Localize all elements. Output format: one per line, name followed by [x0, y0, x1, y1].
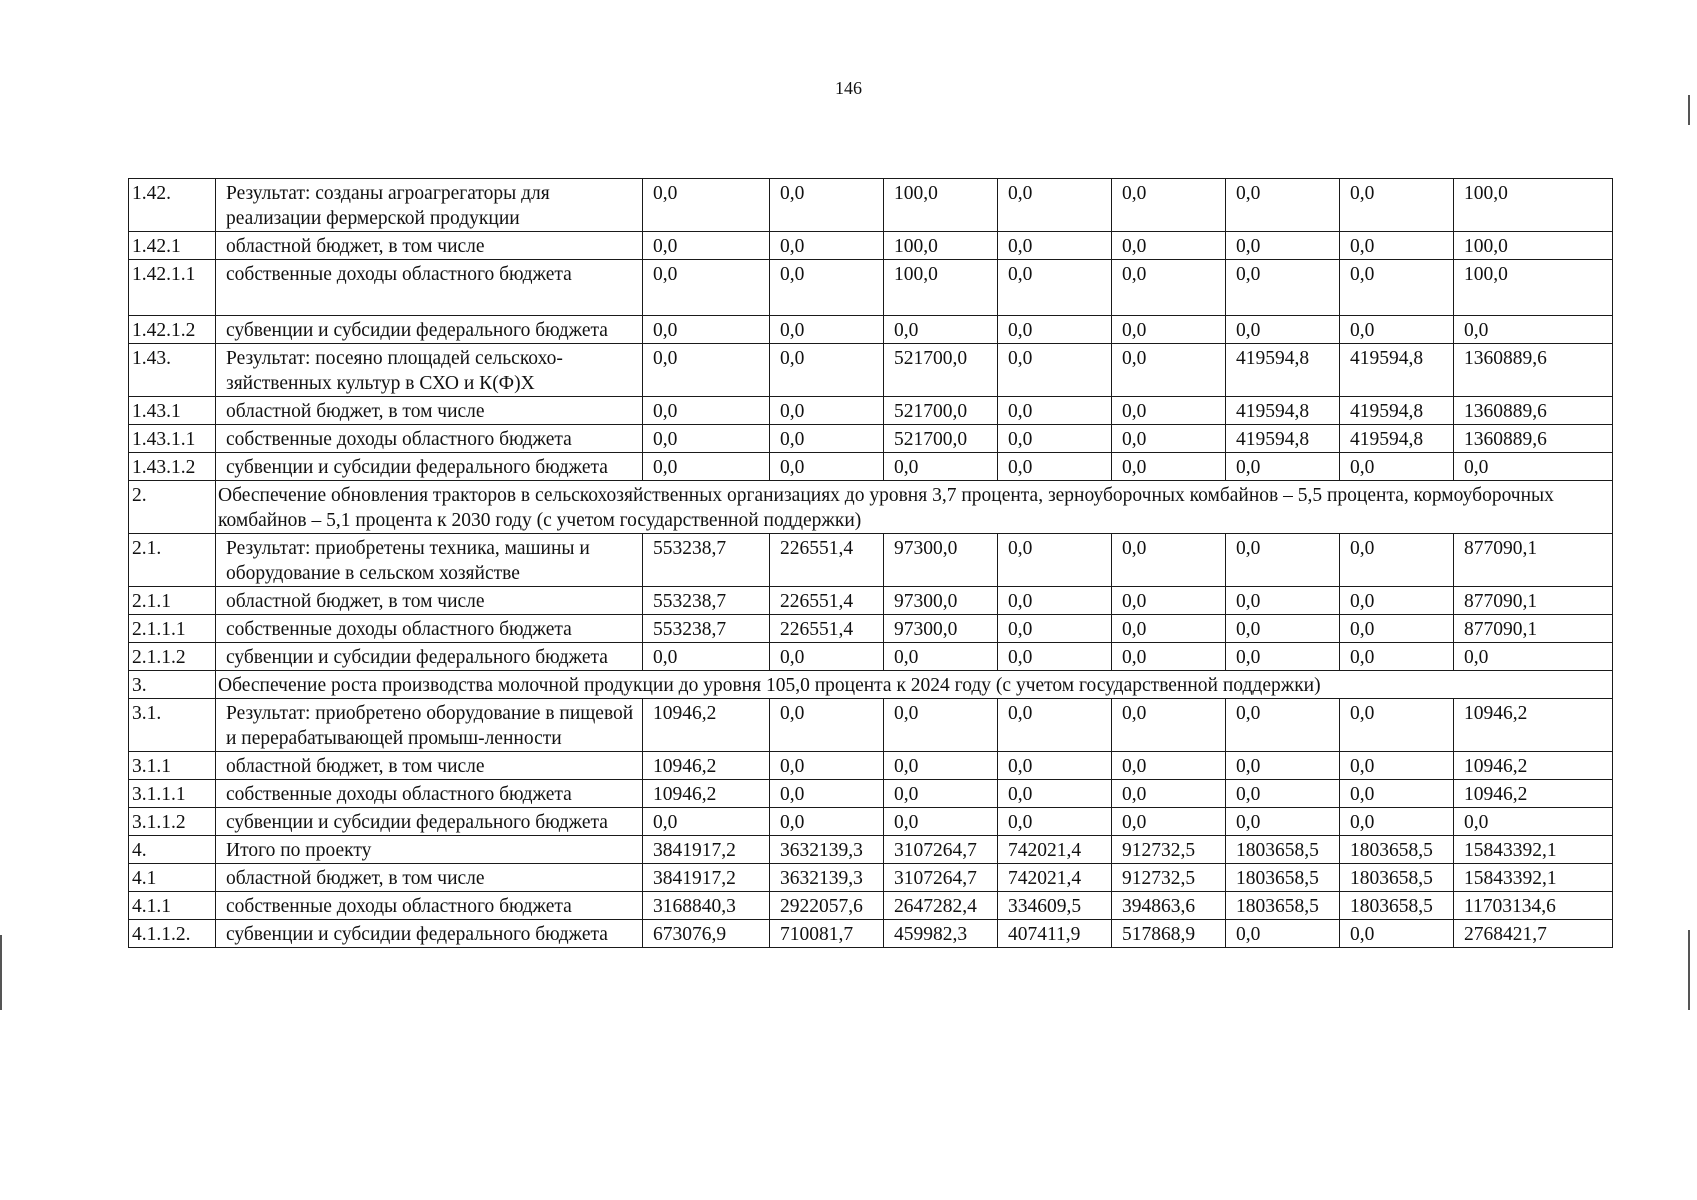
value-cell: 0,0	[884, 780, 998, 808]
value-cell: 912732,5	[1112, 864, 1226, 892]
value-cell: 877090,1	[1454, 534, 1613, 587]
value-cell: 0,0	[1112, 534, 1226, 587]
row-code: 4.1.1.2.	[129, 920, 216, 948]
value-cell: 100,0	[1454, 179, 1613, 232]
value-cell: 0,0	[1112, 587, 1226, 615]
value-cell: 1803658,5	[1340, 892, 1454, 920]
value-cell: 0,0	[1340, 920, 1454, 948]
value-cell: 3107264,7	[884, 864, 998, 892]
value-cell: 0,0	[1340, 316, 1454, 344]
value-cell: 0,0	[1226, 920, 1340, 948]
value-cell: 0,0	[998, 179, 1112, 232]
row-name: Итого по проекту	[216, 836, 643, 864]
value-cell: 710081,7	[770, 920, 884, 948]
section-row	[129, 481, 1613, 534]
row-code: 1.43.1.2	[129, 453, 216, 481]
value-cell: 419594,8	[1226, 397, 1340, 425]
table-row	[129, 836, 1613, 864]
value-cell: 10946,2	[1454, 699, 1613, 752]
value-cell: 2922057,6	[770, 892, 884, 920]
value-cell: 0,0	[884, 453, 998, 481]
table-row	[129, 179, 1613, 232]
table-row	[129, 864, 1613, 892]
table-row	[129, 344, 1613, 397]
value-cell: 10946,2	[1454, 780, 1613, 808]
value-cell: 97300,0	[884, 534, 998, 587]
row-name: областной бюджет, в том числе	[216, 864, 643, 892]
value-cell: 553238,7	[643, 615, 770, 643]
value-cell: 0,0	[998, 699, 1112, 752]
value-cell: 517868,9	[1112, 920, 1226, 948]
value-cell: 3632139,3	[770, 836, 884, 864]
value-cell: 15843392,1	[1454, 836, 1613, 864]
row-name: областной бюджет, в том числе	[216, 587, 643, 615]
value-cell: 0,0	[643, 808, 770, 836]
value-cell: 0,0	[998, 534, 1112, 587]
value-cell: 0,0	[1112, 808, 1226, 836]
row-name: собственные доходы областного бюджета	[216, 780, 643, 808]
budget-table	[128, 178, 1613, 948]
value-cell: 97300,0	[884, 615, 998, 643]
value-cell: 0,0	[884, 699, 998, 752]
value-cell: 100,0	[884, 232, 998, 260]
value-cell: 0,0	[643, 344, 770, 397]
value-cell: 0,0	[1226, 643, 1340, 671]
value-cell: 407411,9	[998, 920, 1112, 948]
value-cell: 0,0	[998, 453, 1112, 481]
value-cell: 394863,6	[1112, 892, 1226, 920]
value-cell: 419594,8	[1340, 344, 1454, 397]
table-row	[129, 534, 1613, 587]
value-cell: 0,0	[770, 425, 884, 453]
value-cell: 0,0	[1112, 260, 1226, 316]
row-code: 4.1	[129, 864, 216, 892]
row-code: 4.1.1	[129, 892, 216, 920]
row-code: 3.1.1.1	[129, 780, 216, 808]
value-cell: 0,0	[998, 643, 1112, 671]
value-cell: 0,0	[643, 316, 770, 344]
section-code: 2.	[129, 481, 216, 534]
scan-mark	[0, 935, 2, 1010]
value-cell: 226551,4	[770, 615, 884, 643]
value-cell: 100,0	[884, 260, 998, 316]
row-code: 2.1.1.2	[129, 643, 216, 671]
row-name: областной бюджет, в том числе	[216, 232, 643, 260]
row-name: Результат: приобретено оборудование в пищевой и перерабатывающей промыш-ленности	[216, 699, 643, 752]
row-name: субвенции и субсидии федерального бюджета	[216, 808, 643, 836]
value-cell: 11703134,6	[1454, 892, 1613, 920]
value-cell: 0,0	[1112, 453, 1226, 481]
value-cell: 742021,4	[998, 836, 1112, 864]
section-code: 3.	[129, 671, 216, 699]
value-cell: 97300,0	[884, 587, 998, 615]
page-number: 146	[835, 78, 862, 98]
table-row	[129, 587, 1613, 615]
value-cell: 521700,0	[884, 344, 998, 397]
value-cell: 0,0	[643, 397, 770, 425]
value-cell: 10946,2	[643, 780, 770, 808]
value-cell: 0,0	[770, 260, 884, 316]
value-cell: 673076,9	[643, 920, 770, 948]
value-cell: 742021,4	[998, 864, 1112, 892]
value-cell: 0,0	[998, 397, 1112, 425]
value-cell: 0,0	[643, 425, 770, 453]
value-cell: 0,0	[770, 780, 884, 808]
value-cell: 0,0	[1226, 752, 1340, 780]
value-cell: 553238,7	[643, 534, 770, 587]
row-name: субвенции и субсидии федерального бюджета	[216, 453, 643, 481]
value-cell: 0,0	[998, 232, 1112, 260]
value-cell: 0,0	[998, 752, 1112, 780]
row-code: 1.42.1.2	[129, 316, 216, 344]
value-cell: 3632139,3	[770, 864, 884, 892]
table-row	[129, 232, 1613, 260]
value-cell: 1360889,6	[1454, 344, 1613, 397]
value-cell: 1360889,6	[1454, 397, 1613, 425]
value-cell: 0,0	[1340, 587, 1454, 615]
value-cell: 0,0	[1340, 615, 1454, 643]
value-cell: 0,0	[1340, 232, 1454, 260]
value-cell: 3168840,3	[643, 892, 770, 920]
table-row	[129, 780, 1613, 808]
value-cell: 0,0	[770, 643, 884, 671]
value-cell: 3841917,2	[643, 836, 770, 864]
value-cell: 0,0	[770, 344, 884, 397]
value-cell: 2768421,7	[1454, 920, 1613, 948]
value-cell: 0,0	[884, 752, 998, 780]
value-cell: 10946,2	[1454, 752, 1613, 780]
value-cell: 1803658,5	[1226, 892, 1340, 920]
value-cell: 0,0	[770, 808, 884, 836]
value-cell: 0,0	[1112, 344, 1226, 397]
value-cell: 0,0	[1226, 232, 1340, 260]
value-cell: 0,0	[1340, 808, 1454, 836]
value-cell: 459982,3	[884, 920, 998, 948]
value-cell: 419594,8	[1226, 425, 1340, 453]
value-cell: 0,0	[884, 808, 998, 836]
section-title: Обеспечение роста производства молочной продукции до уровня 105,0 процента к 2024 году (с учетом государственной поддержки)	[216, 671, 1613, 699]
row-name: собственные доходы областного бюджета	[216, 260, 643, 316]
row-name: субвенции и субсидии федерального бюджета	[216, 920, 643, 948]
table-row	[129, 808, 1613, 836]
row-name: Результат: посеяно площадей сельскохо-зяйственных культур в СХО и К(Ф)Х	[216, 344, 643, 397]
value-cell: 0,0	[1226, 260, 1340, 316]
value-cell: 0,0	[1112, 643, 1226, 671]
value-cell: 15843392,1	[1454, 864, 1613, 892]
value-cell: 877090,1	[1454, 615, 1613, 643]
table-row	[129, 316, 1613, 344]
value-cell: 0,0	[1112, 179, 1226, 232]
value-cell: 0,0	[643, 453, 770, 481]
row-code: 3.1.1	[129, 752, 216, 780]
scan-mark	[1688, 930, 1690, 1010]
value-cell: 0,0	[998, 425, 1112, 453]
row-code: 3.1.	[129, 699, 216, 752]
value-cell: 0,0	[770, 232, 884, 260]
table-body	[129, 179, 1613, 948]
value-cell: 0,0	[1112, 752, 1226, 780]
value-cell: 0,0	[1226, 615, 1340, 643]
value-cell: 1803658,5	[1340, 836, 1454, 864]
row-name: субвенции и субсидии федерального бюджета	[216, 316, 643, 344]
value-cell: 226551,4	[770, 587, 884, 615]
value-cell: 226551,4	[770, 534, 884, 587]
value-cell: 0,0	[1454, 808, 1613, 836]
value-cell: 0,0	[998, 260, 1112, 316]
row-code: 4.	[129, 836, 216, 864]
section-row	[129, 671, 1613, 699]
value-cell: 0,0	[998, 344, 1112, 397]
value-cell: 0,0	[998, 587, 1112, 615]
value-cell: 0,0	[643, 260, 770, 316]
value-cell: 0,0	[1112, 425, 1226, 453]
value-cell: 0,0	[770, 179, 884, 232]
table-row	[129, 397, 1613, 425]
row-name: собственные доходы областного бюджета	[216, 892, 643, 920]
value-cell: 0,0	[998, 780, 1112, 808]
table-row	[129, 643, 1613, 671]
row-code: 2.1.1.1	[129, 615, 216, 643]
value-cell: 0,0	[884, 643, 998, 671]
value-cell: 0,0	[770, 699, 884, 752]
row-name: областной бюджет, в том числе	[216, 752, 643, 780]
value-cell: 0,0	[1226, 316, 1340, 344]
value-cell: 334609,5	[998, 892, 1112, 920]
value-cell: 0,0	[1112, 316, 1226, 344]
value-cell: 912732,5	[1112, 836, 1226, 864]
row-code: 1.43.1	[129, 397, 216, 425]
table-row	[129, 892, 1613, 920]
row-code: 1.42.1	[129, 232, 216, 260]
value-cell: 0,0	[1340, 179, 1454, 232]
row-code: 1.42.1.1	[129, 260, 216, 316]
value-cell: 0,0	[1340, 534, 1454, 587]
row-code: 1.43.	[129, 344, 216, 397]
value-cell: 0,0	[1226, 179, 1340, 232]
value-cell: 0,0	[1340, 699, 1454, 752]
value-cell: 0,0	[643, 643, 770, 671]
value-cell: 0,0	[1226, 534, 1340, 587]
value-cell: 0,0	[1112, 232, 1226, 260]
value-cell: 0,0	[998, 316, 1112, 344]
value-cell: 0,0	[770, 316, 884, 344]
table-row	[129, 752, 1613, 780]
row-code: 1.42.	[129, 179, 216, 232]
row-code: 2.1.1	[129, 587, 216, 615]
value-cell: 1803658,5	[1340, 864, 1454, 892]
value-cell: 0,0	[1340, 643, 1454, 671]
value-cell: 0,0	[1226, 808, 1340, 836]
value-cell: 100,0	[1454, 232, 1613, 260]
value-cell: 0,0	[643, 232, 770, 260]
value-cell: 0,0	[1340, 780, 1454, 808]
value-cell: 0,0	[1112, 780, 1226, 808]
row-code: 3.1.1.2	[129, 808, 216, 836]
value-cell: 521700,0	[884, 425, 998, 453]
row-name: областной бюджет, в том числе	[216, 397, 643, 425]
value-cell: 0,0	[643, 179, 770, 232]
table-row	[129, 615, 1613, 643]
table-row	[129, 425, 1613, 453]
scan-mark	[1688, 95, 1690, 125]
value-cell: 1803658,5	[1226, 864, 1340, 892]
value-cell: 0,0	[1226, 587, 1340, 615]
row-name: Результат: приобретены техника, машины и оборудование в сельском хозяйстве	[216, 534, 643, 587]
table-row	[129, 920, 1613, 948]
value-cell: 1803658,5	[1226, 836, 1340, 864]
value-cell: 0,0	[1454, 643, 1613, 671]
value-cell: 0,0	[1454, 453, 1613, 481]
table-row	[129, 699, 1613, 752]
value-cell: 0,0	[1112, 397, 1226, 425]
value-cell: 0,0	[1454, 316, 1613, 344]
value-cell: 553238,7	[643, 587, 770, 615]
value-cell: 0,0	[770, 397, 884, 425]
value-cell: 3107264,7	[884, 836, 998, 864]
table-row	[129, 453, 1613, 481]
table-row	[129, 260, 1613, 316]
row-code: 2.1.	[129, 534, 216, 587]
value-cell: 0,0	[770, 453, 884, 481]
row-name: собственные доходы областного бюджета	[216, 425, 643, 453]
value-cell: 0,0	[1340, 453, 1454, 481]
value-cell: 0,0	[1226, 453, 1340, 481]
value-cell: 0,0	[884, 316, 998, 344]
value-cell: 10946,2	[643, 752, 770, 780]
value-cell: 0,0	[1226, 780, 1340, 808]
section-title: Обеспечение обновления тракторов в сельскохозяйственных организациях до уровня 3,7 процента, зерноуборочных комбайнов – 5,5 процента, кормоуборочных комбайнов – 5,1 процента к 2030 году (с учетом государственной поддержки)	[216, 481, 1613, 534]
value-cell: 0,0	[1112, 699, 1226, 752]
value-cell: 0,0	[1112, 615, 1226, 643]
value-cell: 1360889,6	[1454, 425, 1613, 453]
value-cell: 0,0	[998, 808, 1112, 836]
row-code: 1.43.1.1	[129, 425, 216, 453]
value-cell: 0,0	[998, 615, 1112, 643]
value-cell: 0,0	[1340, 752, 1454, 780]
row-name: собственные доходы областного бюджета	[216, 615, 643, 643]
value-cell: 419594,8	[1340, 425, 1454, 453]
value-cell: 0,0	[1340, 260, 1454, 316]
value-cell: 100,0	[884, 179, 998, 232]
row-name: субвенции и субсидии федерального бюджета	[216, 643, 643, 671]
value-cell: 0,0	[1226, 699, 1340, 752]
row-name: Результат: созданы агроагрегаторы для реализации фермерской продукции	[216, 179, 643, 232]
value-cell: 100,0	[1454, 260, 1613, 316]
value-cell: 10946,2	[643, 699, 770, 752]
value-cell: 3841917,2	[643, 864, 770, 892]
value-cell: 521700,0	[884, 397, 998, 425]
value-cell: 0,0	[770, 752, 884, 780]
value-cell: 877090,1	[1454, 587, 1613, 615]
value-cell: 419594,8	[1340, 397, 1454, 425]
value-cell: 419594,8	[1226, 344, 1340, 397]
value-cell: 2647282,4	[884, 892, 998, 920]
